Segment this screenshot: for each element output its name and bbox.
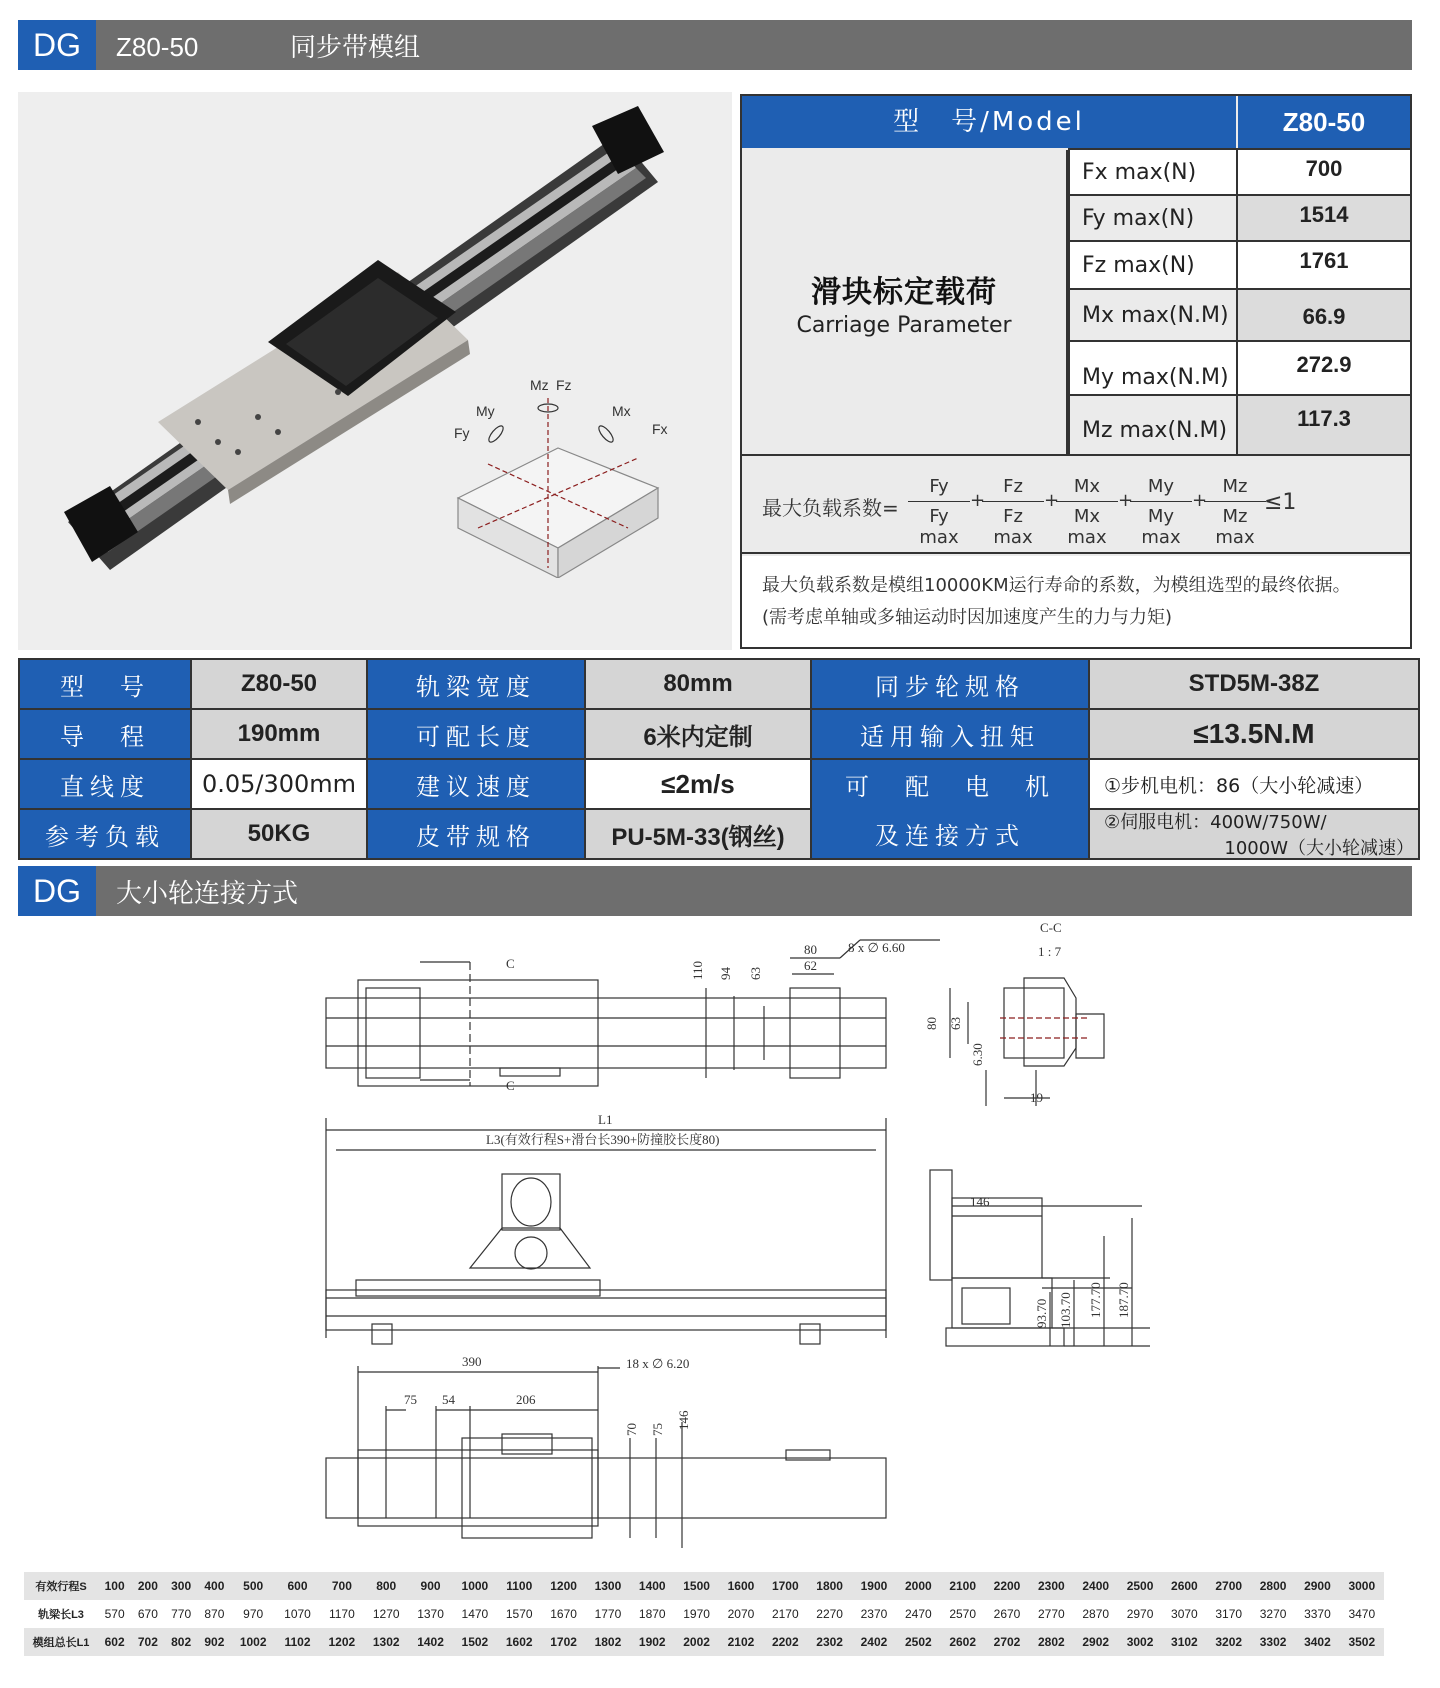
stroke-cell: 2970 — [1118, 1600, 1162, 1628]
carriage-title-cn: 滑块标定载荷 — [811, 274, 997, 310]
stroke-cell: 1800 — [807, 1572, 851, 1600]
param-row-my — [1068, 340, 1410, 394]
carriage-title-en: Carriage Parameter — [796, 312, 1012, 338]
param-value: 117.3 — [1238, 396, 1410, 454]
stroke-cell: 500 — [231, 1572, 275, 1600]
plus-sign: + — [1044, 490, 1060, 511]
brand-logo: DG — [18, 20, 96, 70]
stroke-cell: 1100 — [497, 1572, 541, 1600]
grid-value-rail-width: 80mm — [586, 660, 812, 710]
stroke-row-header: 轨梁长L3 — [24, 1600, 98, 1628]
force-label-mx: Mx — [612, 403, 631, 419]
param-value: 1761 — [1238, 242, 1410, 288]
spec-header-label: 型 号/Model — [742, 96, 1236, 148]
grid-label-torque: 适用输入扭矩 — [812, 710, 1090, 760]
stroke-cell: 3302 — [1251, 1628, 1295, 1656]
stroke-cell: 3070 — [1162, 1600, 1206, 1628]
param-row-fx — [1068, 148, 1410, 194]
stroke-cell: 2870 — [1074, 1600, 1118, 1628]
dim-c-top: C — [506, 956, 515, 971]
dim-bottom-holes: 18 x ∅ 6.20 — [626, 1356, 690, 1371]
stroke-cell: 2170 — [763, 1600, 807, 1628]
dim-bottom-146: 146 — [676, 1410, 691, 1430]
param-value: 66.9 — [1238, 290, 1410, 340]
stroke-cell: 2200 — [985, 1572, 1029, 1600]
grid-value-pulley: STD5M-38Z — [1090, 660, 1418, 710]
force-label-fy: Fy — [454, 425, 470, 441]
stroke-cell: 1170 — [320, 1600, 364, 1628]
grid-label-pulley: 同步轮规格 — [812, 660, 1090, 710]
dim-side-10370: 103.70 — [1058, 1292, 1073, 1328]
model-title: Z80-50 — [116, 32, 199, 62]
stroke-row-l3 — [24, 1600, 1384, 1628]
param-label: My max(N.M) — [1068, 342, 1238, 394]
grid-label-model: 型 号 — [20, 660, 192, 710]
stroke-cell: 1602 — [497, 1628, 541, 1656]
stroke-cell: 1200 — [541, 1572, 585, 1600]
stroke-cell: 100 — [98, 1572, 131, 1600]
stroke-cell: 2770 — [1029, 1600, 1073, 1628]
stroke-cell: 3370 — [1295, 1600, 1339, 1628]
technical-drawing — [0, 918, 1440, 1558]
stroke-cell: 1470 — [453, 1600, 497, 1628]
dim-l3: L3(有效行程S+滑台长390+防撞胶长度80) — [486, 1132, 720, 1147]
stroke-cell: 2070 — [719, 1600, 763, 1628]
stroke-cell: 400 — [198, 1572, 231, 1600]
dim-bottom-390: 390 — [462, 1354, 482, 1369]
stroke-cell: 1500 — [674, 1572, 718, 1600]
section-title: 同步带模组 — [290, 32, 421, 62]
stroke-cell: 770 — [165, 1600, 198, 1628]
grid-value-torque: ≤13.5N.M — [1090, 710, 1418, 760]
stroke-row-header: 模组总长L1 — [24, 1628, 98, 1656]
spec-grid — [18, 658, 1420, 860]
stroke-row-header: 有效行程S — [24, 1572, 98, 1600]
stroke-cell: 2202 — [763, 1628, 807, 1656]
stroke-cell: 3170 — [1207, 1600, 1251, 1628]
stroke-cell: 3002 — [1118, 1628, 1162, 1656]
brand-logo: DG — [18, 866, 96, 916]
stroke-cell: 802 — [165, 1628, 198, 1656]
force-label-mz: Mz — [530, 378, 549, 393]
stroke-cell: 2000 — [896, 1572, 940, 1600]
stroke-cell: 2802 — [1029, 1628, 1073, 1656]
dim-bottom-54: 54 — [442, 1392, 455, 1407]
stroke-cell: 902 — [198, 1628, 231, 1656]
stroke-length-table — [24, 1572, 1384, 1656]
stroke-cell: 700 — [320, 1572, 364, 1600]
stroke-cell: 1570 — [497, 1600, 541, 1628]
section-header-2 — [18, 866, 1412, 916]
stroke-cell: 2002 — [674, 1628, 718, 1656]
dim-section-19: 19 — [1030, 1090, 1043, 1105]
stroke-cell: 3270 — [1251, 1600, 1295, 1628]
grid-label-load: 参考负载 — [20, 810, 192, 858]
force-diagram — [438, 378, 678, 578]
stroke-row-l1 — [24, 1628, 1384, 1656]
grid-label-motor: 可 配 电 机 — [812, 760, 1090, 808]
stroke-cell: 2300 — [1029, 1572, 1073, 1600]
dim-110: 110 — [690, 960, 705, 980]
stroke-cell: 2500 — [1118, 1572, 1162, 1600]
stroke-cell: 1202 — [320, 1628, 364, 1656]
spec-header-value: Z80-50 — [1238, 96, 1410, 148]
stroke-cell: 900 — [408, 1572, 452, 1600]
grid-value-load: 50KG — [192, 810, 368, 858]
dim-bottom-206: 206 — [516, 1392, 536, 1407]
stroke-cell: 870 — [198, 1600, 231, 1628]
stroke-cell: 2570 — [941, 1600, 985, 1628]
param-label: Fz max(N) — [1068, 242, 1238, 288]
dim-62: 62 — [804, 958, 817, 973]
stroke-cell: 3402 — [1295, 1628, 1339, 1656]
param-row-fy — [1068, 194, 1410, 240]
stroke-cell: 670 — [131, 1600, 164, 1628]
stroke-cell: 1600 — [719, 1572, 763, 1600]
param-label: Fy max(N) — [1068, 196, 1238, 240]
stroke-cell: 1970 — [674, 1600, 718, 1628]
stroke-cell: 300 — [165, 1572, 198, 1600]
stroke-cell: 2670 — [985, 1600, 1029, 1628]
dim-side-17770: 177.70 — [1088, 1282, 1103, 1318]
param-value: 1514 — [1238, 196, 1410, 240]
stroke-cell: 1370 — [408, 1600, 452, 1628]
stroke-cell: 570 — [98, 1600, 131, 1628]
plus-sign: + — [1118, 490, 1134, 511]
dim-bottom-75b: 75 — [650, 1423, 665, 1436]
grid-label-straightness: 直线度 — [20, 760, 192, 810]
param-value: 272.9 — [1238, 342, 1410, 394]
stroke-cell: 1702 — [541, 1628, 585, 1656]
grid-value-model: Z80-50 — [192, 660, 368, 710]
less-equal-one: ≤1 — [1264, 490, 1297, 515]
fraction-fz: Fz Fz max — [982, 476, 1044, 548]
stroke-cell: 2800 — [1251, 1572, 1295, 1600]
carriage-parameter-cell — [742, 150, 1066, 454]
stroke-cell: 1870 — [630, 1600, 674, 1628]
load-factor-note — [742, 556, 1410, 647]
grid-label-speed: 建议速度 — [368, 760, 586, 810]
param-row-fz — [1068, 240, 1410, 288]
stroke-cell: 1670 — [541, 1600, 585, 1628]
stroke-cell: 2600 — [1162, 1572, 1206, 1600]
product-photo — [18, 92, 732, 650]
param-row-mx — [1068, 288, 1410, 340]
section-scale: 1 : 7 — [1038, 944, 1062, 959]
param-label: Mx max(N.M) — [1068, 290, 1238, 340]
dim-80: 80 — [804, 942, 817, 957]
stroke-cell: 3470 — [1340, 1600, 1384, 1628]
param-row-mz — [1068, 394, 1410, 454]
dim-side-9370: 93.70 — [1034, 1298, 1049, 1328]
stroke-cell: 3202 — [1207, 1628, 1251, 1656]
stroke-cell: 1802 — [586, 1628, 630, 1656]
param-label: Mz max(N.M) — [1068, 396, 1238, 454]
dim-section-630: 6.30 — [970, 1043, 985, 1066]
load-factor-formula — [742, 454, 1410, 554]
note-line-1: 最大负载系数是模组10000KM运行寿命的系数，为模组选型的最终依据。 — [762, 575, 1351, 596]
dim-bottom-70: 70 — [624, 1423, 639, 1436]
stroke-cell: 1102 — [275, 1628, 319, 1656]
stroke-cell: 702 — [131, 1628, 164, 1656]
stroke-cell: 602 — [98, 1628, 131, 1656]
grid-value-lead: 190mm — [192, 710, 368, 760]
stroke-cell: 200 — [131, 1572, 164, 1600]
section-title: C-C — [1040, 920, 1062, 935]
dim-c-bottom: C — [506, 1078, 515, 1093]
plus-sign: + — [1192, 490, 1208, 511]
fraction-fy: Fy Fy max — [908, 476, 970, 548]
stroke-cell: 2100 — [941, 1572, 985, 1600]
grid-value-speed: ≤2m/s — [586, 760, 812, 810]
stroke-cell: 2402 — [852, 1628, 896, 1656]
dim-63: 63 — [748, 967, 763, 980]
stroke-cell: 1002 — [231, 1628, 275, 1656]
stroke-cell: 3102 — [1162, 1628, 1206, 1656]
stroke-cell: 2902 — [1074, 1628, 1118, 1656]
stroke-cell: 1900 — [852, 1572, 896, 1600]
stroke-cell: 2470 — [896, 1600, 940, 1628]
grid-value-belt: PU-5M-33(钢丝) — [586, 810, 812, 858]
stroke-cell: 1700 — [763, 1572, 807, 1600]
force-label-my: My — [476, 403, 495, 419]
stroke-cell: 1270 — [364, 1600, 408, 1628]
force-label-fx: Fx — [652, 421, 668, 437]
stroke-cell: 2302 — [807, 1628, 851, 1656]
dim-l1: L1 — [598, 1112, 613, 1127]
grid-label-lead: 导 程 — [20, 710, 192, 760]
dim-holes: 8 x ∅ 6.60 — [848, 940, 905, 955]
param-label: Fx max(N) — [1068, 150, 1238, 194]
model-spec-table — [740, 94, 1412, 649]
stroke-cell: 1502 — [453, 1628, 497, 1656]
stroke-cell: 2900 — [1295, 1572, 1339, 1600]
param-value: 700 — [1238, 150, 1410, 194]
stroke-cell: 2602 — [941, 1628, 985, 1656]
dim-side-146: 146 — [970, 1194, 990, 1209]
fraction-mz: Mz Mz max — [1204, 476, 1266, 548]
stroke-cell: 1302 — [364, 1628, 408, 1656]
dim-side-18770: 187.70 — [1116, 1282, 1131, 1318]
stroke-cell: 1400 — [630, 1572, 674, 1600]
stroke-cell: 1902 — [630, 1628, 674, 1656]
stroke-cell: 2502 — [896, 1628, 940, 1656]
grid-label-rail-width: 轨梁宽度 — [368, 660, 586, 710]
section-header-1 — [18, 20, 1412, 70]
grid-label-length: 可配长度 — [368, 710, 586, 760]
stroke-cell: 2370 — [852, 1600, 896, 1628]
stroke-cell: 2700 — [1207, 1572, 1251, 1600]
stroke-cell: 2400 — [1074, 1572, 1118, 1600]
stroke-cell: 600 — [275, 1572, 319, 1600]
grid-value-length: 6米内定制 — [586, 710, 812, 760]
dim-section-63: 63 — [948, 1017, 963, 1030]
grid-value-motor-servo: ②伺服电机：400W/750W/ 1000W（大小轮减速） — [1090, 810, 1418, 858]
stroke-cell: 3000 — [1340, 1572, 1384, 1600]
stroke-cell: 3502 — [1340, 1628, 1384, 1656]
stroke-cell: 2270 — [807, 1600, 851, 1628]
stroke-cell: 1000 — [453, 1572, 497, 1600]
formula-label: 最大负载系数= — [762, 496, 899, 520]
note-line-2: (需考虑单轴或多轴运动时因加速度产生的力与力矩) — [762, 607, 1173, 628]
grid-value-straightness: 0.05/300mm — [192, 760, 368, 810]
stroke-cell: 1300 — [586, 1572, 630, 1600]
section-title: 大小轮连接方式 — [116, 878, 299, 908]
grid-value-motor-stepper: ①步机电机：86（大小轮减速） — [1090, 760, 1418, 810]
plus-sign: + — [970, 490, 986, 511]
grid-label-belt: 皮带规格 — [368, 810, 586, 858]
stroke-row-s — [24, 1572, 1384, 1600]
dim-94: 94 — [718, 967, 733, 980]
stroke-cell: 1402 — [408, 1628, 452, 1656]
fraction-my: My My max — [1130, 476, 1192, 548]
dim-bottom-75: 75 — [404, 1392, 417, 1407]
stroke-cell: 800 — [364, 1572, 408, 1600]
dim-section-80: 80 — [924, 1017, 939, 1030]
stroke-cell: 970 — [231, 1600, 275, 1628]
grid-label-connection: 及连接方式 — [812, 808, 1090, 858]
stroke-cell: 1770 — [586, 1600, 630, 1628]
stroke-cell: 1070 — [275, 1600, 319, 1628]
force-label-fz: Fz — [556, 378, 572, 393]
fraction-mx: Mx Mx max — [1056, 476, 1118, 548]
stroke-cell: 2702 — [985, 1628, 1029, 1656]
stroke-cell: 2102 — [719, 1628, 763, 1656]
